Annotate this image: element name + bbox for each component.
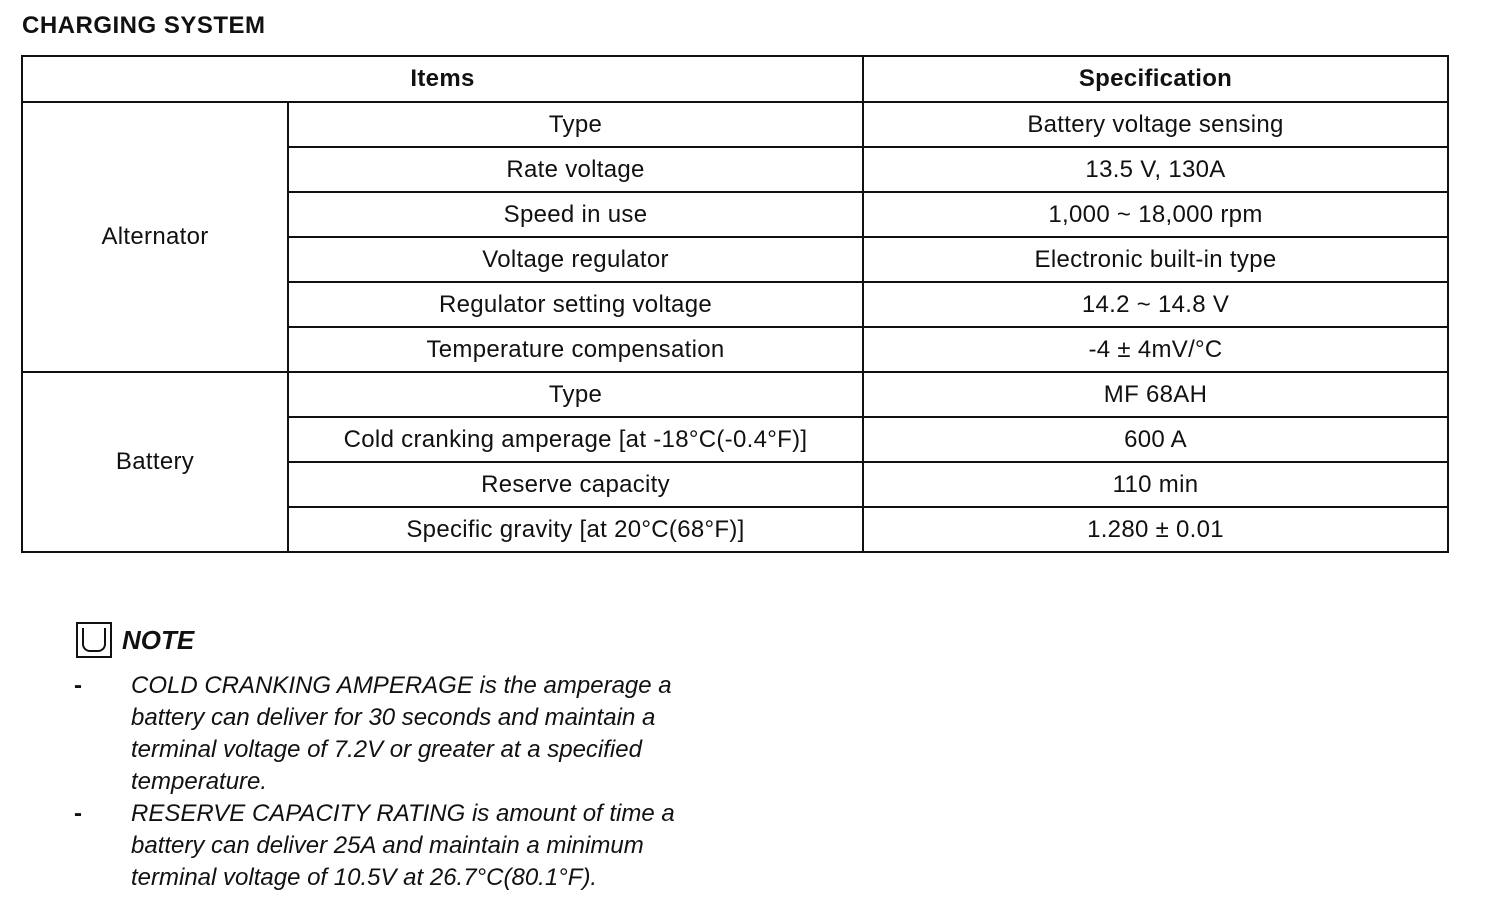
item-cell: Specific gravity [at 20°C(68°F)] bbox=[288, 507, 863, 552]
spec-cell: -4 ± 4mV/°C bbox=[863, 327, 1448, 372]
note-list bbox=[74, 670, 724, 894]
item-cell: Reserve capacity bbox=[288, 462, 863, 507]
item-cell: Cold cranking amperage [at -18°C(-0.4°F)] bbox=[288, 417, 863, 462]
charging-system-spec-table bbox=[21, 55, 1449, 553]
table-header-row bbox=[22, 56, 1448, 102]
note-item bbox=[74, 670, 724, 798]
item-cell: Regulator setting voltage bbox=[288, 282, 863, 327]
spec-cell: 600 A bbox=[863, 417, 1448, 462]
spec-cell: 110 min bbox=[863, 462, 1448, 507]
item-cell: Temperature compensation bbox=[288, 327, 863, 372]
note-text: COLD CRANKING AMPERAGE is the amperage a battery can deliver for 30 seconds and maintain a terminal voltage of 7.2V or greater at a specified temperature. bbox=[131, 672, 672, 795]
page-title: CHARGING SYSTEM bbox=[22, 12, 266, 39]
specification-header: Specification bbox=[863, 56, 1448, 102]
spec-cell: Battery voltage sensing bbox=[863, 102, 1448, 147]
group-label-alternator: Alternator bbox=[22, 102, 288, 372]
book-icon bbox=[76, 622, 112, 658]
item-cell: Voltage regulator bbox=[288, 237, 863, 282]
bullet-dash: - bbox=[74, 800, 82, 827]
item-cell: Speed in use bbox=[288, 192, 863, 237]
note-text: RESERVE CAPACITY RATING is amount of time a battery can deliver 25A and maintain a minimum terminal voltage of 10.5V at 26.7°C(80.1°F). bbox=[131, 800, 675, 891]
spec-cell: 1.280 ± 0.01 bbox=[863, 507, 1448, 552]
spec-cell: 1,000 ~ 18,000 rpm bbox=[863, 192, 1448, 237]
table-row bbox=[22, 102, 1448, 147]
note-header bbox=[76, 622, 194, 658]
spec-cell: Electronic built-in type bbox=[863, 237, 1448, 282]
spec-cell: MF 68AH bbox=[863, 372, 1448, 417]
items-header: Items bbox=[22, 56, 863, 102]
group-label-battery: Battery bbox=[22, 372, 288, 552]
note-item bbox=[74, 798, 724, 894]
item-cell: Type bbox=[288, 372, 863, 417]
spec-cell: 13.5 V, 130A bbox=[863, 147, 1448, 192]
note-title: NOTE bbox=[122, 624, 195, 655]
item-cell: Rate voltage bbox=[288, 147, 863, 192]
bullet-dash: - bbox=[74, 672, 82, 699]
table-row bbox=[22, 372, 1448, 417]
item-cell: Type bbox=[288, 102, 863, 147]
spec-cell: 14.2 ~ 14.8 V bbox=[863, 282, 1448, 327]
